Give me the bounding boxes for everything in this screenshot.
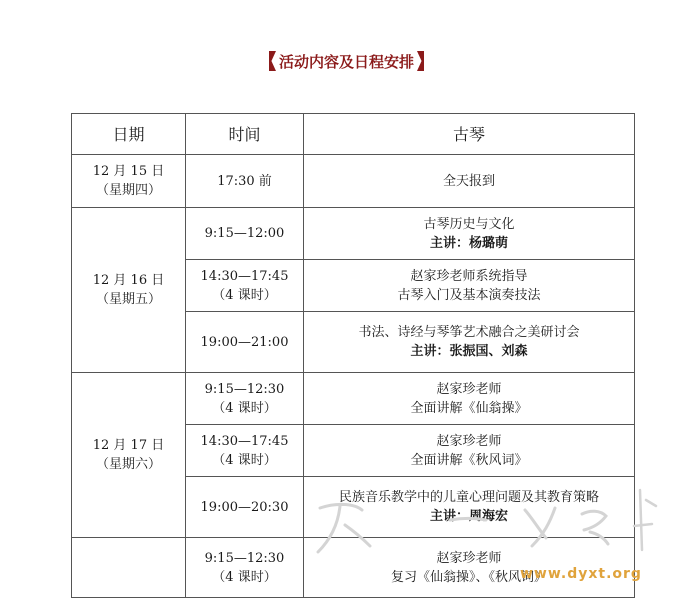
content-text: 赵家珍老师 [436, 433, 502, 449]
weekday-text: （星期六） [95, 457, 161, 472]
content-cell [304, 477, 635, 538]
content-text: 民族音乐教学中的儿童心理问题及其教育策略 [338, 490, 599, 505]
title-bracket-right [417, 51, 424, 71]
time-range: 19:00—21:00 [200, 334, 289, 350]
content-cell [304, 373, 635, 425]
content-text: 全面讲解《秋风词》 [410, 452, 528, 468]
content-text: 全面讲解《仙翁操》 [410, 400, 528, 416]
header-time: 时间 [186, 114, 304, 155]
date-text: 12 月 17 日 [92, 438, 165, 453]
lecturer-text: 主讲：杨璐萌 [429, 235, 508, 251]
content-cell [304, 312, 635, 373]
schedule-body [72, 155, 635, 598]
time-cell [186, 373, 304, 425]
header-content: 古琴 [304, 114, 635, 155]
header-date: 日期 [72, 114, 186, 155]
content-text: 古琴入门及基本演奏技法 [397, 287, 541, 303]
time-cell [186, 155, 304, 208]
content-text: 赵家珍老师 [436, 550, 502, 566]
page-title [254, 49, 439, 73]
table-header-row [72, 114, 635, 155]
time-range: 14:30—17:45 [200, 433, 289, 449]
content-text: 复习《仙翁操》、《秋风词》 [390, 569, 547, 585]
time-cell [186, 538, 304, 598]
time-range: 9:15—12:30 [204, 381, 285, 397]
lecturer-text: 主讲：张振国、刘森 [410, 344, 528, 359]
class-hours: （4 课时） [212, 452, 277, 468]
date-cell [72, 538, 186, 598]
weekday-text: （星期四） [95, 183, 161, 198]
time-range: 9:15—12:00 [204, 226, 285, 241]
date-cell [72, 155, 186, 208]
content-cell [304, 425, 635, 477]
content-cell [304, 155, 635, 208]
content-cell [304, 260, 635, 312]
class-hours: （4 课时） [212, 569, 277, 585]
schedule-table [71, 113, 635, 598]
table-row [72, 373, 635, 425]
time-range: 9:15—12:30 [204, 550, 285, 566]
class-hours: （4 课时） [212, 400, 277, 416]
weekday-text: （星期五） [95, 292, 161, 307]
time-cell [186, 208, 304, 260]
time-cell [186, 425, 304, 477]
lecturer-text: 主讲：周海宏 [429, 509, 508, 524]
watermark-url: www.dyxt.org [520, 566, 642, 582]
page-title-text: 活动内容及日程安排 [278, 52, 414, 71]
content-text: 全天报到 [442, 173, 495, 189]
table-row [72, 155, 635, 208]
date-cell [72, 373, 186, 538]
table-row [72, 208, 635, 260]
class-hours: （4 课时） [212, 287, 277, 303]
time-range: 14:30—17:45 [200, 268, 289, 284]
date-text: 12 月 15 日 [92, 164, 165, 179]
time-cell [186, 477, 304, 538]
content-text: 赵家珍老师 [436, 381, 502, 397]
date-text: 12 月 16 日 [92, 273, 165, 288]
content-text: 赵家珍老师系统指导 [410, 268, 528, 284]
time-cell [186, 260, 304, 312]
date-cell [72, 208, 186, 373]
content-text: 书法、诗经与琴筝艺术融合之美研讨会 [358, 325, 580, 340]
time-range: 19:00—20:30 [200, 499, 289, 515]
time-range: 17:30 前 [217, 173, 272, 189]
title-bracket-left [269, 51, 276, 71]
content-cell [304, 208, 635, 260]
content-text: 古琴历史与文化 [423, 216, 515, 232]
time-cell [186, 312, 304, 373]
